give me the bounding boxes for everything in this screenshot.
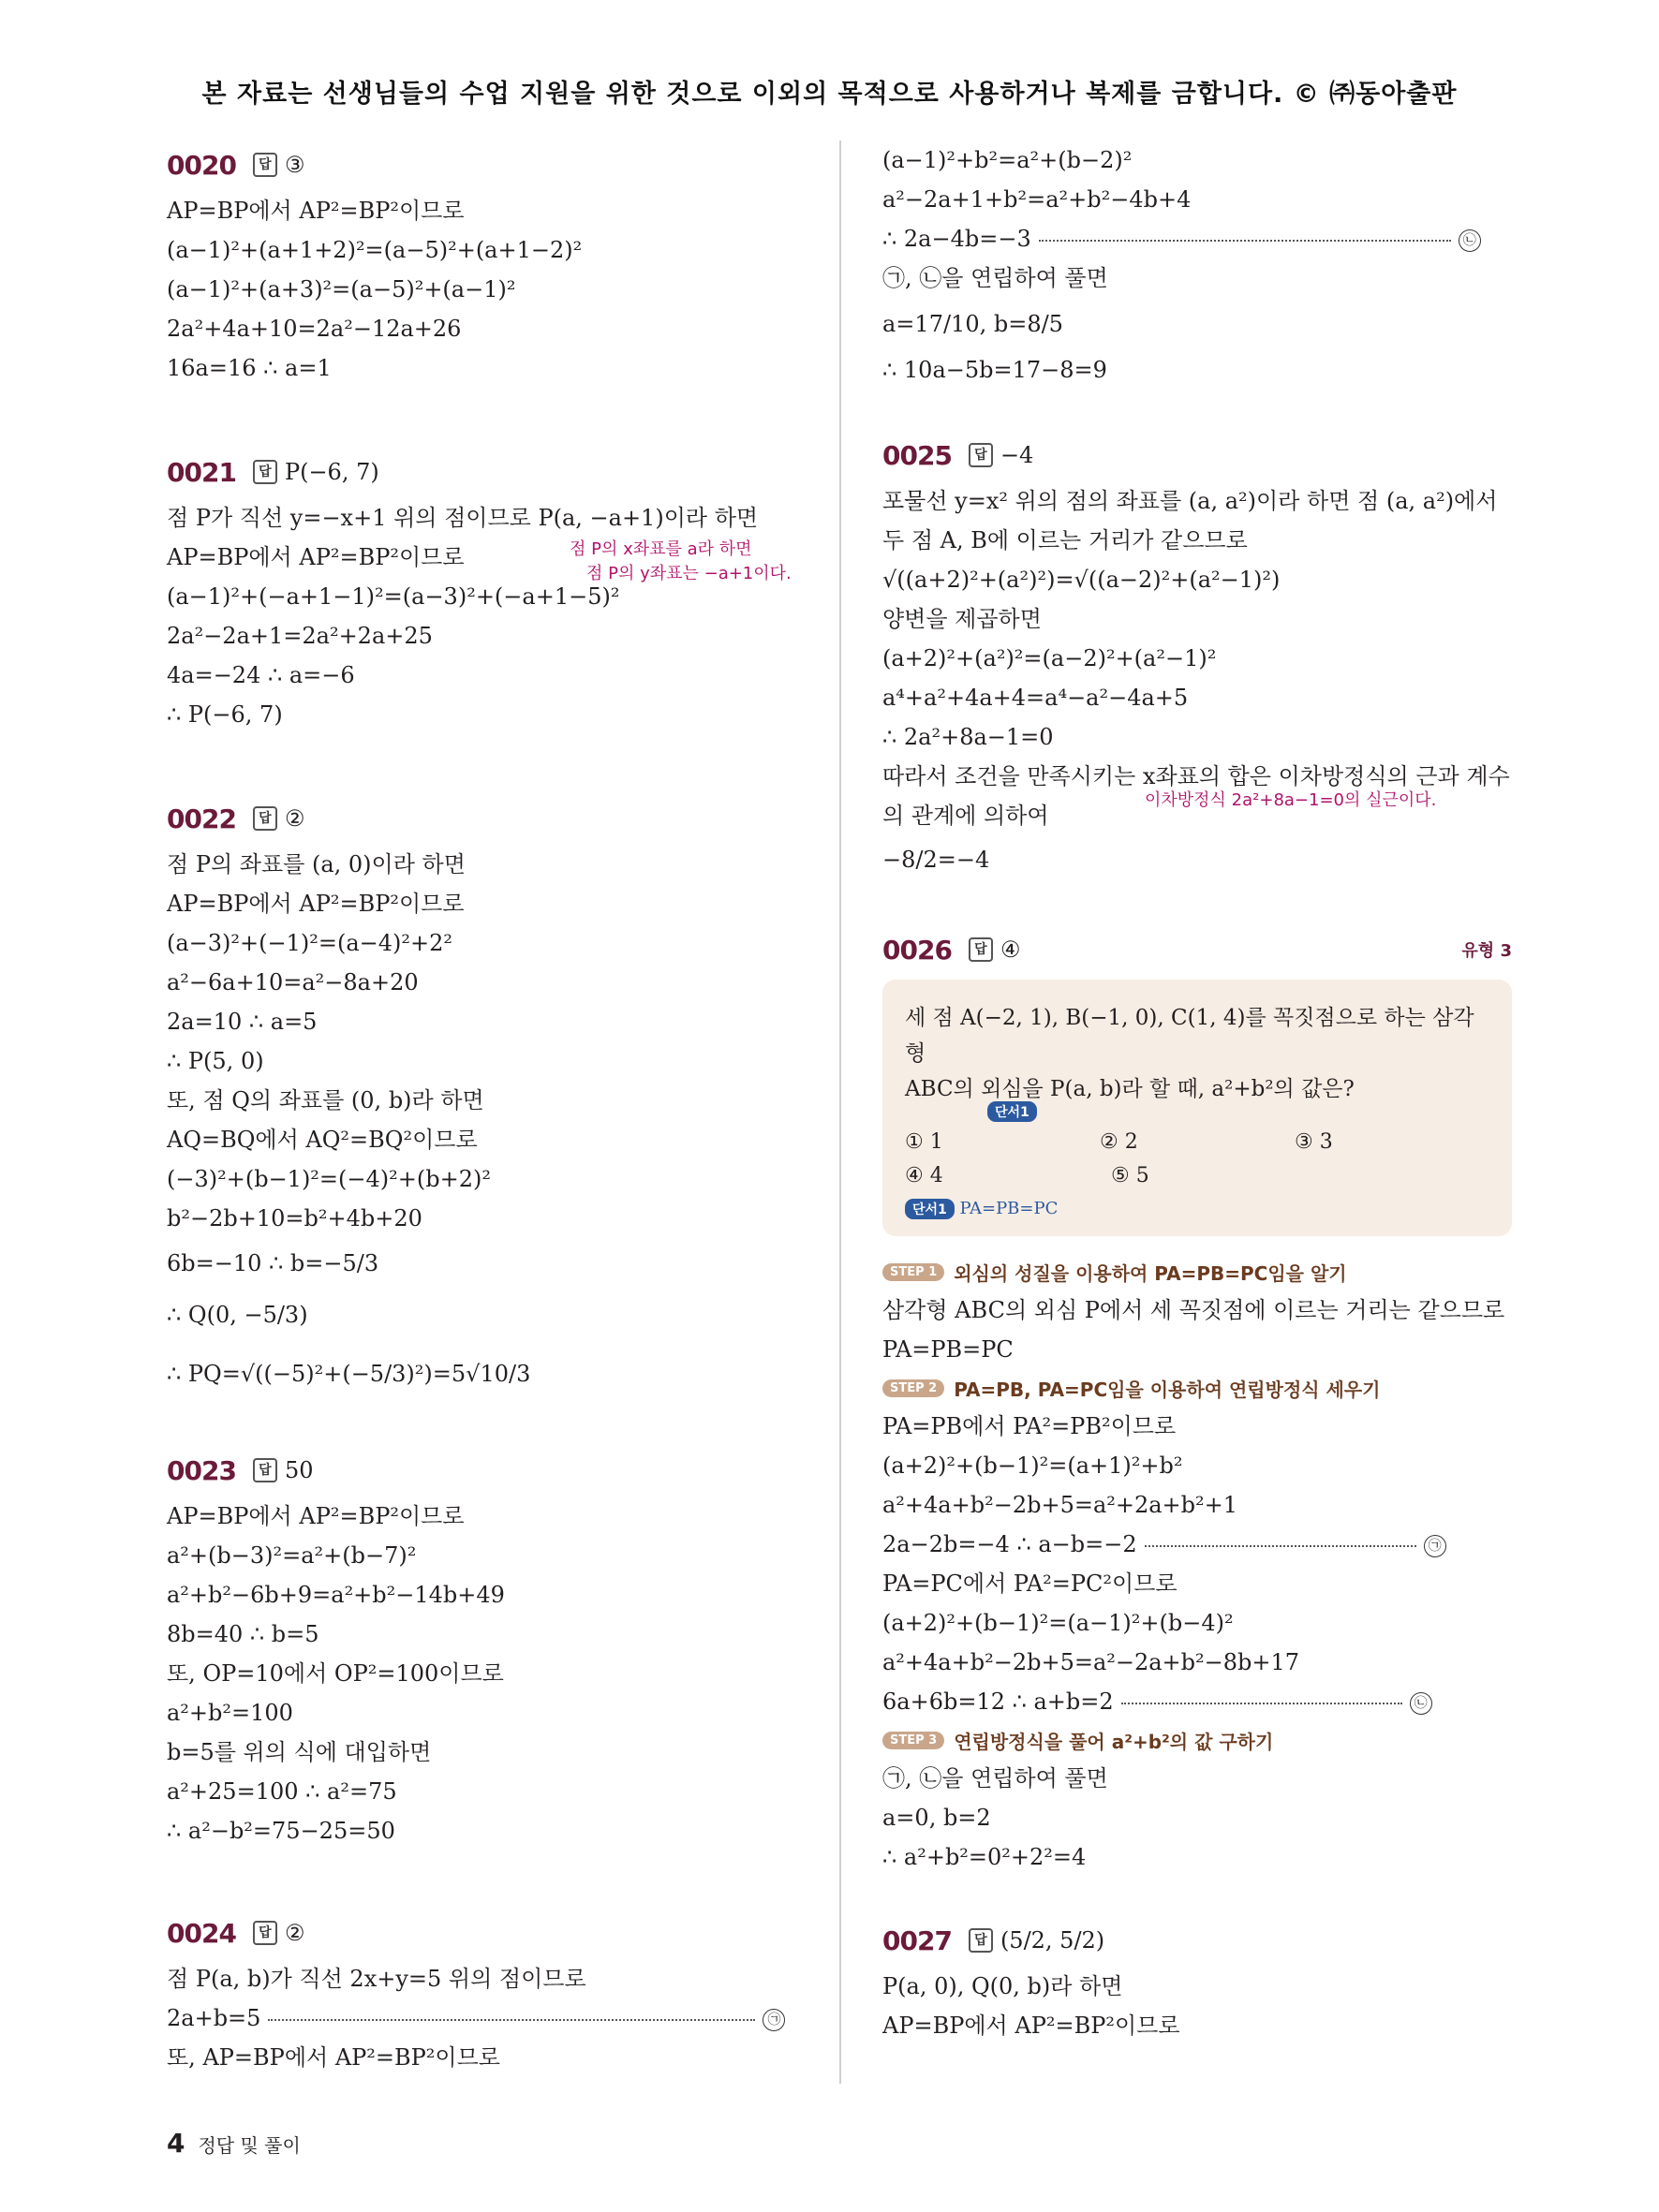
solution-line: AP=BP에서 AP²=BP²이므로 xyxy=(882,2013,1180,2039)
answer-options xyxy=(905,1126,1489,1159)
solution-line: 점 P가 직선 y=−x+1 위의 점이므로 P(a, −a+1)이라 하면 xyxy=(167,505,759,531)
solution-line: (a+2)²+(b−1)²=(a+1)²+b² xyxy=(882,1453,1183,1479)
solution-line: (a−1)²+b²=a²+(b−2)² xyxy=(882,147,1133,173)
solution-line: AP=BP에서 AP²=BP²이므로 xyxy=(167,1503,465,1529)
option: ⑤ 5 xyxy=(1111,1164,1149,1187)
solution-line: a²−6a+10=a²−8a+20 xyxy=(167,969,419,995)
page-number: 4 xyxy=(167,2128,185,2159)
solution-line: ∴ P(−6, 7) xyxy=(167,701,283,728)
solution-line: 점 P의 좌표를 (a, 0)이라 하면 xyxy=(167,851,466,877)
solution-line: 양변을 제곱하면 xyxy=(882,606,1042,632)
solution-line: a²+4a+b²−2b+5=a²−2a+b²−8b+17 xyxy=(882,1649,1300,1675)
solution-line: a²+(b−3)²=a²+(b−7)² xyxy=(167,1542,417,1569)
problem-type-badge: 유형 3 xyxy=(1461,941,1512,961)
problem-number: 0025 xyxy=(882,439,952,471)
answer: ③ xyxy=(284,152,305,178)
problem-number: 0020 xyxy=(167,149,236,181)
solution-line: P(a, 0), Q(0, b)라 하면 xyxy=(882,1973,1123,1999)
solution-line: ∴ 2a²+8a−1=0 xyxy=(882,724,1054,750)
answer: 50 xyxy=(284,1457,314,1483)
solution-line: √((a+2)²+(a²)²)=√((a−2)²+(a²−1)²) xyxy=(882,567,1281,593)
leader-dots xyxy=(1039,240,1451,242)
solution-line: 또, OP=10에서 OP²=100이므로 xyxy=(167,1660,504,1687)
marker-nieun: ㉡ xyxy=(1410,1692,1432,1715)
step-tag: STEP 3 xyxy=(882,1732,944,1749)
hint-tag: 단서1 xyxy=(987,1101,1037,1122)
solution-line: ∴ PQ=√((−5)²+(−5/3)²)=5√10/3 xyxy=(167,1361,531,1387)
marker-giyeok: ㉠ xyxy=(763,2009,785,2031)
solution-line: (a+2)²+(a²)²=(a−2)²+(a²−1)² xyxy=(882,645,1217,671)
solution-line: 2a²+4a+10=2a²−12a+26 xyxy=(167,316,462,342)
solution-line: 6b=−10 ∴ b=−5/3 xyxy=(167,1250,379,1276)
solution-line: b=5를 위의 식에 대입하면 xyxy=(167,1739,432,1765)
margin-note: 이차방정식 2a²+8a−1=0의 실근이다. xyxy=(1145,790,1437,810)
solution-line: ∴ P(5, 0) xyxy=(167,1048,264,1074)
solution-line: 두 점 A, B에 이르는 거리가 같으므로 xyxy=(882,527,1248,553)
solution-line: AP=BP에서 AP²=BP²이므로 xyxy=(167,544,465,570)
solution-line: a⁴+a²+4a+4=a⁴−a²−4a+5 xyxy=(882,685,1189,711)
answer-label: 답 xyxy=(969,937,993,962)
solution-line: 16a=16 ∴ a=1 xyxy=(167,355,332,381)
solution-line: (a−1)²+(−a+1−1)²=(a−3)²+(−a+1−5)² xyxy=(167,583,620,610)
solution-line: AQ=BQ에서 AQ²=BQ²이므로 xyxy=(167,1127,478,1153)
solution-line: 의 관계에 의하여 xyxy=(882,803,1049,829)
solution-line: ∴ a²−b²=75−25=50 xyxy=(167,1818,395,1844)
solution-line: ㉠, ㉡을 연립하여 풀면 xyxy=(882,265,1108,291)
solution-line: AP=BP에서 AP²=BP²이므로 xyxy=(167,198,465,224)
solution-line: a²+b²=100 xyxy=(167,1700,293,1726)
right-column xyxy=(882,140,1512,2045)
solution-line: PA=PC에서 PA²=PC²이므로 xyxy=(882,1571,1178,1597)
footer-label: 정답 및 풀이 xyxy=(198,2134,301,2157)
option: ② 2 xyxy=(1100,1130,1138,1154)
note-line: 점 P의 x좌표를 a라 하면 xyxy=(570,539,752,559)
problem-0024-continued xyxy=(882,140,1512,390)
option: ① 1 xyxy=(905,1130,943,1154)
marker-nieun: ㉡ xyxy=(1459,229,1481,252)
solution-line: ∴ Q(0, −5/3) xyxy=(167,1302,308,1328)
option: ③ 3 xyxy=(1295,1130,1333,1154)
problem-0026 xyxy=(882,923,1512,1877)
note-line: 점 P의 y좌표는 −a+1이다. xyxy=(586,564,792,583)
problem-0025 xyxy=(882,429,1512,884)
question-text: 세 점 A(−2, 1), B(−1, 0), C(1, 4)를 꼭짓점으로 하는 삼각형 xyxy=(905,1006,1474,1066)
answer: ② xyxy=(284,1920,305,1946)
solution-line: 2a²−2a+1=2a²+2a+25 xyxy=(167,623,433,649)
solution-line: 8b=40 ∴ b=5 xyxy=(167,1621,319,1647)
problem-0023 xyxy=(167,1444,813,1851)
solution-line: 2a=10 ∴ a=5 xyxy=(167,1009,318,1035)
solution-line: 4a=−24 ∴ a=−6 xyxy=(167,662,355,688)
hint-tag: 단서1 xyxy=(905,1199,955,1219)
solution-line: (a+2)²+(b−1)²=(a−1)²+(b−4)² xyxy=(882,1610,1234,1636)
solution-line: PA=PB에서 PA²=PB²이므로 xyxy=(882,1413,1177,1439)
problem-0020 xyxy=(167,139,813,388)
step-tag: STEP 2 xyxy=(882,1379,944,1397)
solution-line: (−3)²+(b−1)²=(−4)²+(b+2)² xyxy=(167,1166,491,1192)
solution-line xyxy=(167,1998,813,2038)
solution-line: 따라서 조건을 만족시키는 x좌표의 합은 이차방정식의 근과 계수 xyxy=(882,763,1510,789)
answer-label: 답 xyxy=(969,1928,993,1953)
step-heading xyxy=(882,1721,1512,1759)
marker-giyeok: ㉠ xyxy=(1424,1535,1446,1557)
solution-line: AP=BP에서 AP²=BP²이므로 xyxy=(167,891,465,917)
answer: P(−6, 7) xyxy=(284,459,379,485)
leader-dots xyxy=(268,2019,755,2021)
answer-label: 답 xyxy=(253,806,277,831)
solution-line: a²+b²−6b+9=a²+b²−14b+49 xyxy=(167,1582,505,1608)
solution-line: a=17/10, b=8/5 xyxy=(882,311,1063,337)
solution-line: −8/2=−4 xyxy=(882,847,990,873)
solution-line xyxy=(882,219,1512,258)
answer-label: 답 xyxy=(253,153,277,177)
leader-dots xyxy=(1121,1703,1402,1704)
solution-line: a²+4a+b²−2b+5=a²+2a+b²+1 xyxy=(882,1492,1238,1518)
solution-line: a²+25=100 ∴ a²=75 xyxy=(167,1778,397,1805)
answer-label: 답 xyxy=(969,443,993,467)
solution-line: (a−3)²+(−1)²=(a−4)²+2² xyxy=(167,930,453,956)
solution-line: 점 P(a, b)가 직선 2x+y=5 위의 점이므로 xyxy=(167,1966,586,1992)
solution-line: PA=PB=PC xyxy=(882,1336,1014,1363)
leader-dots xyxy=(1145,1545,1416,1547)
solution-line: 또, AP=BP에서 AP²=BP²이므로 xyxy=(167,2044,500,2071)
question-text: ABC의 외심을 P(a, b)라 할 때, a²+b²의 값은? xyxy=(905,1077,1355,1101)
step-title: 연립방정식을 풀어 a²+b²의 값 구하기 xyxy=(954,1730,1274,1753)
equation: 2a+b=5 xyxy=(167,2005,261,2031)
answer: −4 xyxy=(1000,442,1034,468)
hint-text: PA=PB=PC xyxy=(959,1199,1059,1218)
solution-line: a²−2a+1+b²=a²+b²−4b+4 xyxy=(882,186,1192,213)
solution-line: ㉠, ㉡을 연립하여 풀면 xyxy=(882,1765,1108,1792)
step-heading xyxy=(882,1369,1512,1407)
solution-line: ∴ a²+b²=0²+2²=4 xyxy=(882,1844,1087,1870)
problem-number: 0024 xyxy=(167,1917,236,1949)
solution-line: a=0, b=2 xyxy=(882,1805,991,1831)
page-footer xyxy=(167,2128,301,2159)
step-heading xyxy=(882,1253,1512,1290)
margin-note xyxy=(553,538,792,586)
solution-line: b²−2b+10=b²+4b+20 xyxy=(167,1205,422,1231)
answer-label: 답 xyxy=(253,1458,277,1482)
problem-number: 0027 xyxy=(882,1924,952,1956)
answer: (5/2, 5/2) xyxy=(1000,1927,1105,1954)
answer-label: 답 xyxy=(253,460,277,484)
step-title: 외심의 성질을 이용하여 PA=PB=PC임을 알기 xyxy=(954,1261,1347,1285)
column-divider xyxy=(839,140,841,2084)
option: ④ 4 xyxy=(905,1164,943,1187)
answer: ② xyxy=(284,805,305,832)
step-tag: STEP 1 xyxy=(882,1263,944,1281)
problem-0024 xyxy=(167,1907,813,2077)
question-box xyxy=(882,980,1512,1236)
answer-label: 답 xyxy=(253,1921,277,1945)
solution-line: (a−1)²+(a+1+2)²=(a−5)²+(a+1−2)² xyxy=(167,237,583,263)
equation: ∴ 2a−4b=−3 xyxy=(882,226,1031,252)
solution-line xyxy=(882,1525,1512,1564)
problem-0027 xyxy=(882,1914,1512,2045)
left-column xyxy=(167,139,813,2077)
answer-options xyxy=(905,1159,1489,1193)
problem-0022 xyxy=(167,792,813,1407)
equation: 2a−2b=−4 ∴ a−b=−2 xyxy=(882,1531,1137,1557)
solution-line: 또, 점 Q의 좌표를 (0, b)라 하면 xyxy=(167,1087,484,1113)
solution-line xyxy=(882,1682,1512,1721)
solution-line: 포물선 y=x² 위의 점의 좌표를 (a, a²)이라 하면 점 (a, a²)에서 xyxy=(882,488,1498,514)
problem-number: 0021 xyxy=(167,456,236,488)
step-title: PA=PB, PA=PC임을 이용하여 연립방정식 세우기 xyxy=(954,1378,1381,1401)
copyright-notice: 본 자료는 선생님들의 수업 지원을 위한 것으로 이외의 목적으로 사용하거나 복제를 금합니다. © ㈜동아출판 xyxy=(201,80,1458,109)
problem-number: 0023 xyxy=(167,1454,236,1486)
equation: 6a+6b=12 ∴ a+b=2 xyxy=(882,1688,1114,1715)
solution-line: (a−1)²+(a+3)²=(a−5)²+(a−1)² xyxy=(167,276,516,302)
problem-0021 xyxy=(167,446,813,734)
solution-line: 삼각형 ABC의 외심 P에서 세 꼭짓점에 이르는 거리는 같으므로 xyxy=(882,1297,1505,1323)
problem-number: 0026 xyxy=(882,934,952,966)
answer: ④ xyxy=(1000,936,1021,963)
problem-number: 0022 xyxy=(167,803,236,834)
solution-line: ∴ 10a−5b=17−8=9 xyxy=(882,357,1107,383)
